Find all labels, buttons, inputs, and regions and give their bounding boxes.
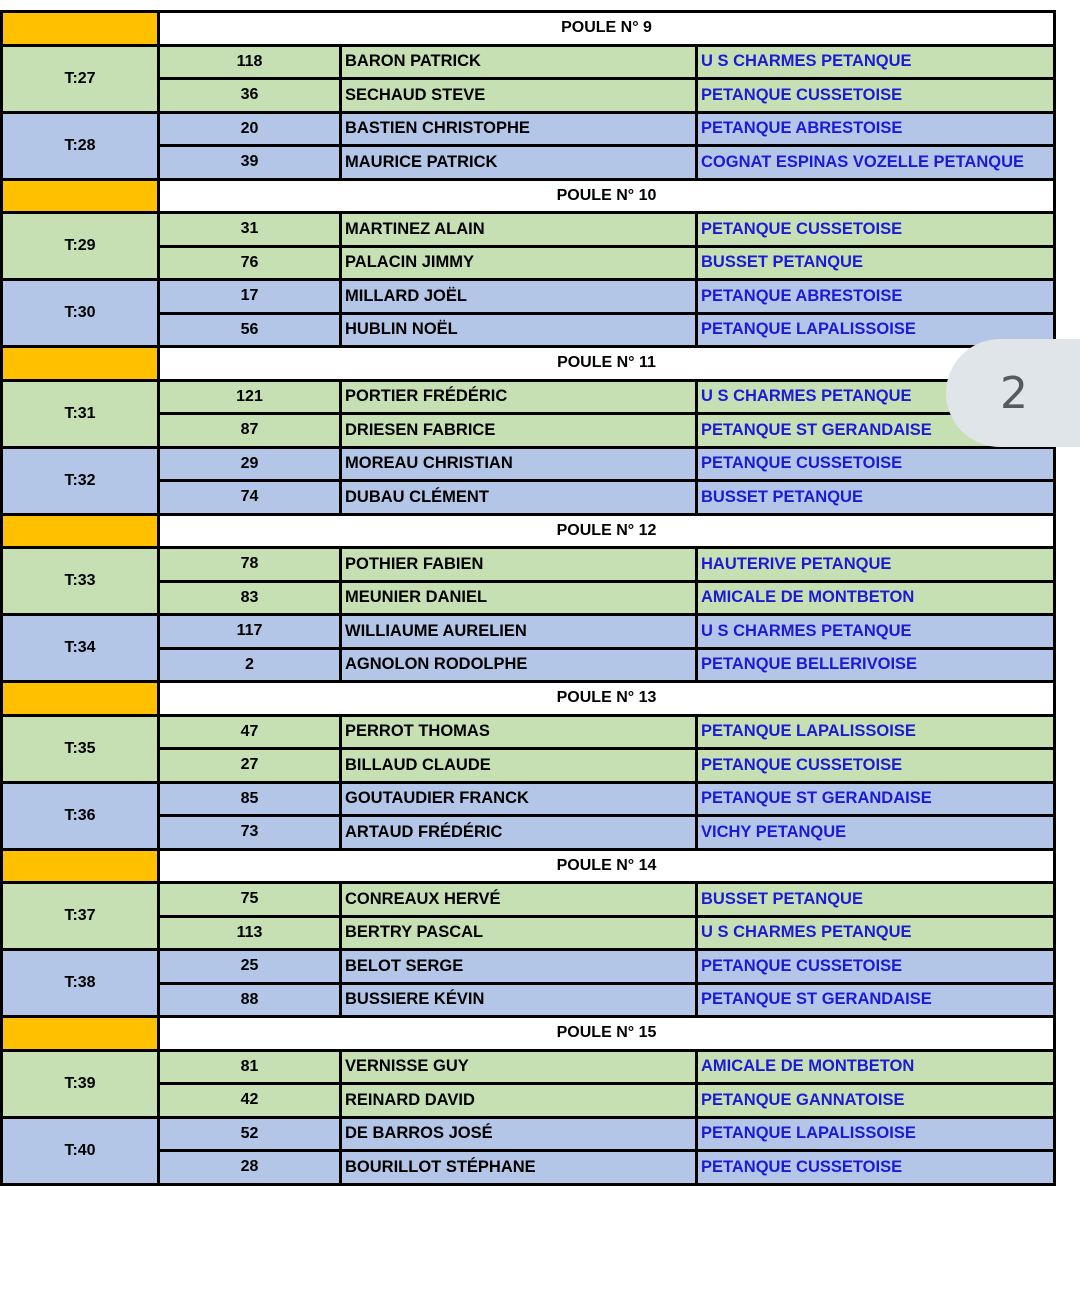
player-name: ARTAUD FRÉDÉRIC (341, 816, 697, 850)
poule-title: POULE N° 14 (159, 849, 1055, 883)
player-name: BASTIEN CHRISTOPHE (341, 112, 697, 146)
terrain-label: T:39 (2, 1050, 159, 1117)
player-club: U S CHARMES PETANQUE (697, 615, 1055, 649)
terrain-label: T:35 (2, 715, 159, 782)
player-number: 39 (159, 146, 341, 180)
player-name: MARTINEZ ALAIN (341, 213, 697, 247)
player-row (2, 548, 1055, 582)
poule-header-row (2, 849, 1055, 883)
player-name: MEUNIER DANIEL (341, 581, 697, 615)
terrain-label: T:27 (2, 45, 159, 112)
player-club: BUSSET PETANQUE (697, 883, 1055, 917)
player-club: PETANQUE BELLERIVOISE (697, 648, 1055, 682)
terrain-label: T:37 (2, 883, 159, 950)
poule-table-body (2, 12, 1055, 1185)
player-row (2, 615, 1055, 649)
player-number: 81 (159, 1050, 341, 1084)
player-name: BARON PATRICK (341, 45, 697, 79)
poule-table (0, 10, 1056, 1186)
player-club: PETANQUE LAPALISSOISE (697, 313, 1055, 347)
player-number: 2 (159, 648, 341, 682)
player-number: 28 (159, 1151, 341, 1185)
player-name: HUBLIN NOËL (341, 313, 697, 347)
player-number: 118 (159, 45, 341, 79)
player-club: PETANQUE GANNATOISE (697, 1084, 1055, 1118)
poule-marker-cell (2, 347, 159, 381)
terrain-label: T:40 (2, 1117, 159, 1184)
player-club: VICHY PETANQUE (697, 816, 1055, 850)
player-row (2, 246, 1055, 280)
player-name: BOURILLOT STÉPHANE (341, 1151, 697, 1185)
player-row (2, 213, 1055, 247)
player-row (2, 1117, 1055, 1151)
poule-header-row (2, 682, 1055, 716)
player-name: BERTRY PASCAL (341, 916, 697, 950)
poule-header-row (2, 1017, 1055, 1051)
player-club: PETANQUE CUSSETOISE (697, 749, 1055, 783)
player-row (2, 1151, 1055, 1185)
poule-marker-cell (2, 514, 159, 548)
player-number: 27 (159, 749, 341, 783)
player-row (2, 581, 1055, 615)
player-name: AGNOLON RODOLPHE (341, 648, 697, 682)
player-number: 85 (159, 782, 341, 816)
poule-header-row (2, 179, 1055, 213)
poule-title: POULE N° 11 (159, 347, 1055, 381)
poule-title: POULE N° 15 (159, 1017, 1055, 1051)
player-row (2, 950, 1055, 984)
terrain-label: T:31 (2, 380, 159, 447)
player-row (2, 380, 1055, 414)
player-row (2, 983, 1055, 1017)
player-row (2, 280, 1055, 314)
player-number: 88 (159, 983, 341, 1017)
player-name: POTHIER FABIEN (341, 548, 697, 582)
player-name: GOUTAUDIER FRANCK (341, 782, 697, 816)
player-number: 25 (159, 950, 341, 984)
poule-marker-cell (2, 1017, 159, 1051)
player-club: U S CHARMES PETANQUE (697, 916, 1055, 950)
terrain-label: T:33 (2, 548, 159, 615)
player-club: U S CHARMES PETANQUE (697, 380, 1055, 414)
player-number: 76 (159, 246, 341, 280)
player-row (2, 1050, 1055, 1084)
player-row (2, 146, 1055, 180)
player-number: 36 (159, 79, 341, 113)
player-club: PETANQUE LAPALISSOISE (697, 715, 1055, 749)
player-row (2, 916, 1055, 950)
player-row (2, 782, 1055, 816)
player-row (2, 648, 1055, 682)
terrain-label: T:32 (2, 447, 159, 514)
player-club: U S CHARMES PETANQUE (697, 45, 1055, 79)
player-row (2, 1084, 1055, 1118)
player-club: PETANQUE ABRESTOISE (697, 280, 1055, 314)
player-number: 87 (159, 414, 341, 448)
player-number: 113 (159, 916, 341, 950)
player-number: 17 (159, 280, 341, 314)
player-number: 52 (159, 1117, 341, 1151)
player-club: PETANQUE CUSSETOISE (697, 950, 1055, 984)
player-row (2, 481, 1055, 515)
player-name: MAURICE PATRICK (341, 146, 697, 180)
player-row (2, 715, 1055, 749)
player-club: PETANQUE CUSSETOISE (697, 213, 1055, 247)
poule-sheet (0, 10, 1053, 1186)
player-name: MILLARD JOËL (341, 280, 697, 314)
player-number: 117 (159, 615, 341, 649)
player-name: PALACIN JIMMY (341, 246, 697, 280)
poule-marker-cell (2, 179, 159, 213)
player-name: WILLIAUME AURELIEN (341, 615, 697, 649)
player-name: REINARD DAVID (341, 1084, 697, 1118)
player-club: BUSSET PETANQUE (697, 481, 1055, 515)
player-club: PETANQUE ABRESTOISE (697, 112, 1055, 146)
player-number: 74 (159, 481, 341, 515)
player-club: HAUTERIVE PETANQUE (697, 548, 1055, 582)
terrain-label: T:29 (2, 213, 159, 280)
player-number: 78 (159, 548, 341, 582)
player-row (2, 79, 1055, 113)
player-club: AMICALE DE MONTBETON (697, 581, 1055, 615)
player-name: BUSSIERE KÉVIN (341, 983, 697, 1017)
page-indicator-badge[interactable] (946, 339, 1080, 447)
poule-marker-cell (2, 849, 159, 883)
poule-title: POULE N° 12 (159, 514, 1055, 548)
terrain-label: T:30 (2, 280, 159, 347)
player-club: AMICALE DE MONTBETON (697, 1050, 1055, 1084)
player-club: PETANQUE CUSSETOISE (697, 79, 1055, 113)
poule-marker-cell (2, 682, 159, 716)
terrain-label: T:28 (2, 112, 159, 179)
poule-marker-cell (2, 12, 159, 46)
poule-title: POULE N° 10 (159, 179, 1055, 213)
player-row (2, 112, 1055, 146)
poule-header-row (2, 514, 1055, 548)
poule-header-row (2, 12, 1055, 46)
terrain-label: T:36 (2, 782, 159, 849)
player-club: PETANQUE CUSSETOISE (697, 1151, 1055, 1185)
player-club: COGNAT ESPINAS VOZELLE PETANQUE (697, 146, 1055, 180)
player-row (2, 45, 1055, 79)
player-club: PETANQUE CUSSETOISE (697, 447, 1055, 481)
player-number: 20 (159, 112, 341, 146)
player-number: 75 (159, 883, 341, 917)
terrain-label: T:34 (2, 615, 159, 682)
player-row (2, 816, 1055, 850)
player-name: SECHAUD STEVE (341, 79, 697, 113)
player-row (2, 414, 1055, 448)
player-name: PERROT THOMAS (341, 715, 697, 749)
player-name: VERNISSE GUY (341, 1050, 697, 1084)
player-name: DUBAU CLÉMENT (341, 481, 697, 515)
player-row (2, 313, 1055, 347)
player-number: 47 (159, 715, 341, 749)
poule-title: POULE N° 9 (159, 12, 1055, 46)
terrain-label: T:38 (2, 950, 159, 1017)
player-number: 121 (159, 380, 341, 414)
player-number: 31 (159, 213, 341, 247)
player-club: PETANQUE ST GERANDAISE (697, 983, 1055, 1017)
player-name: CONREAUX HERVÉ (341, 883, 697, 917)
page-number: 2 (1000, 367, 1028, 419)
player-row (2, 883, 1055, 917)
player-row (2, 447, 1055, 481)
player-number: 29 (159, 447, 341, 481)
player-club: BUSSET PETANQUE (697, 246, 1055, 280)
player-name: BELOT SERGE (341, 950, 697, 984)
player-number: 56 (159, 313, 341, 347)
player-name: DE BARROS JOSÉ (341, 1117, 697, 1151)
poule-title: POULE N° 13 (159, 682, 1055, 716)
player-club: PETANQUE ST GERANDAISE (697, 414, 1055, 448)
player-name: DRIESEN FABRICE (341, 414, 697, 448)
poule-header-row (2, 347, 1055, 381)
player-number: 73 (159, 816, 341, 850)
player-name: MOREAU CHRISTIAN (341, 447, 697, 481)
player-row (2, 749, 1055, 783)
player-club: PETANQUE ST GERANDAISE (697, 782, 1055, 816)
player-number: 42 (159, 1084, 341, 1118)
player-number: 83 (159, 581, 341, 615)
player-name: BILLAUD CLAUDE (341, 749, 697, 783)
player-name: PORTIER FRÉDÉRIC (341, 380, 697, 414)
player-club: PETANQUE LAPALISSOISE (697, 1117, 1055, 1151)
